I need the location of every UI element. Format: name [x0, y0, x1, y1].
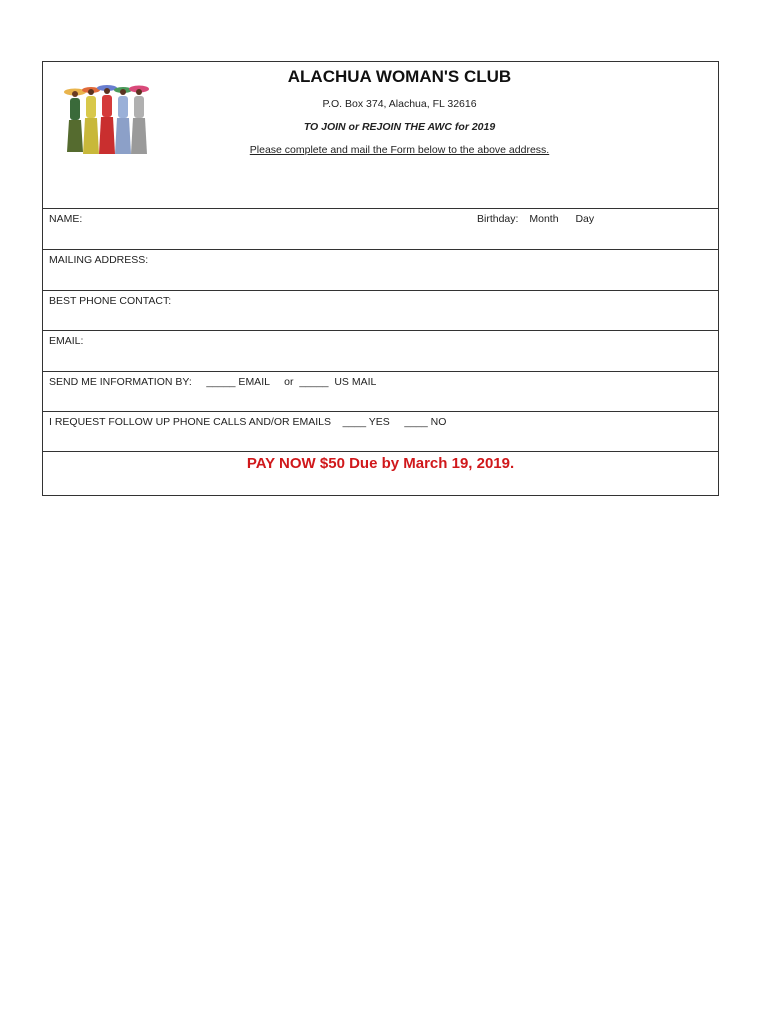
- email-row[interactable]: [43, 330, 718, 371]
- name-row[interactable]: [43, 208, 718, 249]
- mailing-address-row[interactable]: [43, 249, 718, 290]
- email-label: EMAIL:: [49, 335, 84, 347]
- form-instructions: Please complete and mail the Form below to the above address.: [249, 144, 550, 156]
- payment-notice: PAY NOW $50 Due by March 19, 2019.: [246, 455, 515, 472]
- mailing-address-label: MAILING ADDRESS:: [49, 254, 149, 266]
- followup-row[interactable]: [43, 411, 718, 452]
- birthday-group: [477, 213, 594, 225]
- phone-label: BEST PHONE CONTACT:: [49, 295, 172, 307]
- club-address: P.O. Box 374, Alachua, FL 32616: [322, 98, 477, 110]
- club-title: ALACHUA WOMAN'S CLUB: [287, 67, 512, 86]
- birthday-day-label: Day: [575, 213, 595, 225]
- form-header: [43, 62, 718, 208]
- followup-text: I REQUEST FOLLOW UP PHONE CALLS AND/OR EMAILS ____ YES ____ NO: [49, 416, 447, 428]
- birthday-label: Birthday:: [477, 213, 519, 225]
- phone-row[interactable]: [43, 290, 718, 331]
- send-info-row[interactable]: [43, 371, 718, 412]
- birthday-month-label: Month: [529, 213, 559, 225]
- name-label: NAME:: [49, 213, 83, 225]
- send-info-text: SEND ME INFORMATION BY: _____ EMAIL or _____ US MAIL: [49, 376, 377, 388]
- payment-row: [43, 451, 718, 498]
- membership-form: [42, 61, 719, 496]
- form-subtitle: TO JOIN or REJOIN THE AWC for 2019: [303, 121, 496, 133]
